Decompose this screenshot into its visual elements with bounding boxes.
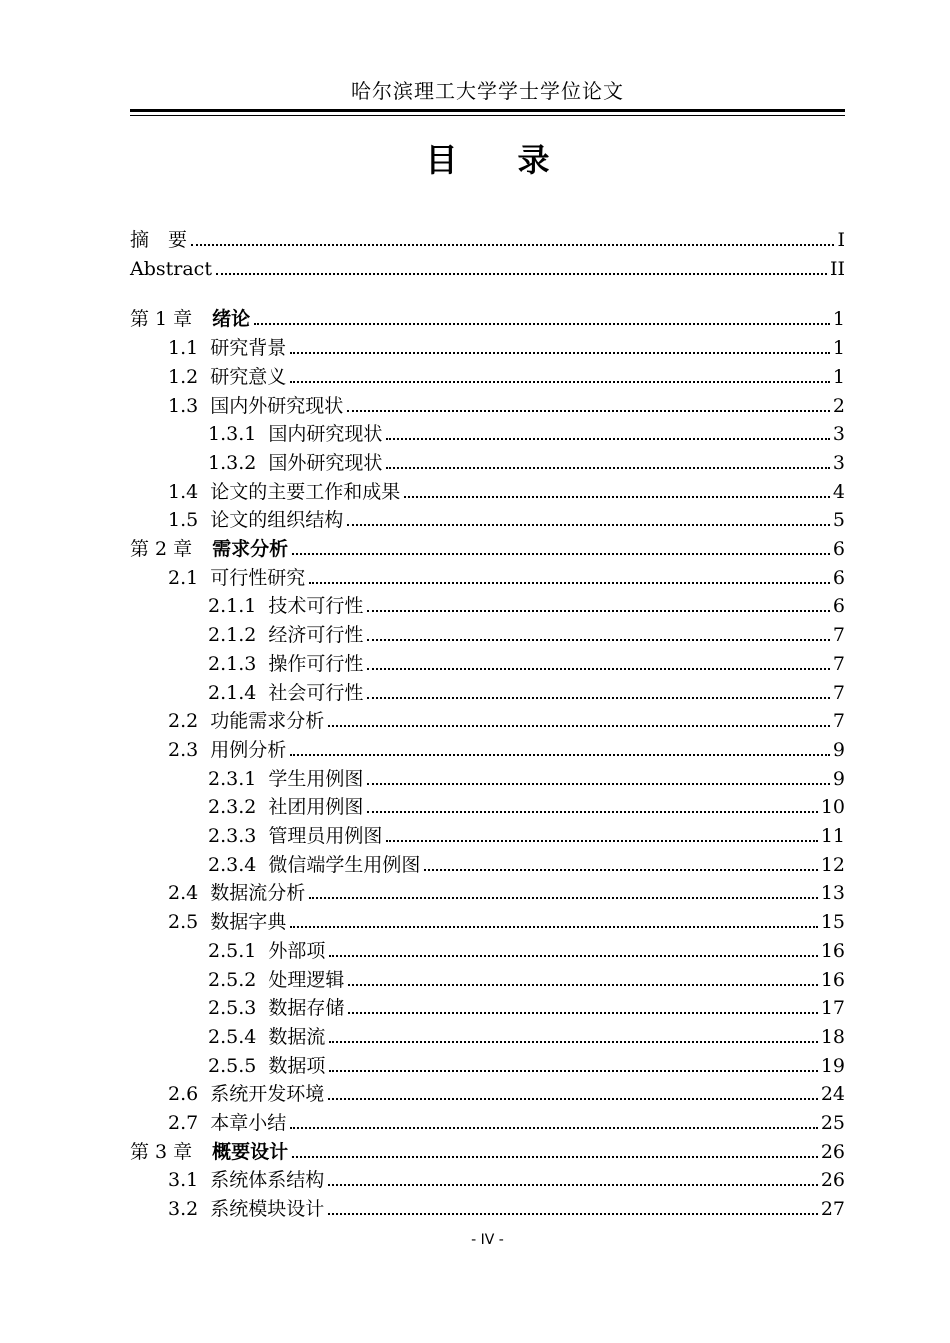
toc-entry[interactable] [130,254,845,282]
toc-entry-page: 26 [820,1140,845,1163]
toc-entry-page: 3 [832,451,845,474]
toc-entry-number: 2.5.4 [208,1025,257,1048]
toc-entry-number: 2.3.4 [208,853,257,876]
toc-entry-page: 12 [820,853,845,876]
toc-entry[interactable] [130,391,845,419]
toc-entry-page: 6 [832,538,845,560]
toc-entry-title: 外部项 [268,939,326,962]
toc-entry-title: 管理员用例图 [268,825,383,847]
toc-entry-page: 7 [832,652,845,675]
toc-entry-title: 社会可行性 [268,681,364,704]
toc-dot-leader [328,1184,818,1186]
toc-entry-title: 数据项 [268,1054,326,1077]
toc-entry-page: 6 [832,566,845,589]
toc-entry-number: 1.3.2 [208,451,257,474]
toc-entry-title: 论文的组织结构 [210,509,344,532]
toc-dot-leader [328,1213,818,1215]
toc-entry-title: 国内外研究现状 [210,394,344,417]
toc-entry-page: 27 [820,1198,845,1221]
toc-entry-title: 研究背景 [210,337,287,360]
toc-dot-leader [292,1156,818,1158]
toc-entry-title: 摘 要 [130,229,188,251]
toc-entry-number: 2.4 [168,882,199,905]
toc-dot-leader [329,955,817,957]
toc-entry-title: 本章小结 [210,1112,287,1134]
footer-page-number: - IV - [471,1232,504,1248]
toc-entry[interactable] [130,1165,845,1193]
toc-entry-page: 7 [832,710,845,733]
toc-entry[interactable] [130,591,845,619]
toc-entry[interactable] [130,878,845,906]
toc-entry[interactable] [130,735,845,763]
toc-entry-title: 数据存储 [268,997,345,1020]
toc-entry-number: 2.3.2 [208,796,257,819]
toc-entry-number: 2.5 [168,911,199,934]
toc-entry-title: 数据流 [268,1025,326,1048]
toc-entry[interactable] [130,965,845,993]
toc-entry-page: 9 [832,767,845,790]
toc-entry[interactable] [130,1022,845,1050]
toc-dot-leader [290,926,818,928]
toc-entry[interactable] [130,304,845,332]
toc-entry-title: 数据字典 [210,911,287,934]
toc-entry[interactable] [130,936,845,964]
toc-entry-page: 7 [832,624,845,647]
toc-entry-title: 需求分析 [212,538,289,560]
toc-entry[interactable] [130,821,845,849]
toc-entry-page: 16 [820,968,845,991]
toc-entry-page: 25 [820,1112,845,1134]
toc-entry-number: 2.6 [168,1083,199,1106]
toc-dot-leader [290,1127,818,1129]
toc-entry[interactable] [130,477,845,505]
toc-entry-page: 2 [832,394,845,417]
toc-entry-page: 11 [820,825,845,847]
toc-entry[interactable] [130,563,845,591]
toc-entry-title: 系统开发环境 [210,1083,325,1106]
toc-dot-leader [290,352,830,354]
toc-entry-number: 2.3.1 [208,767,257,790]
toc-entry[interactable] [130,333,845,361]
toc-entry[interactable] [130,649,845,677]
toc-entry-title: 概要设计 [212,1140,289,1163]
toc-entry-title: 社团用例图 [268,796,364,819]
toc-entry-number: 2.3 [168,738,199,761]
toc-dot-leader [254,323,830,325]
header-rule-thick [130,109,845,112]
toc-dot-leader [386,438,830,440]
toc-entry-number: 1.3 [168,394,199,417]
toc-entry[interactable] [130,505,845,533]
toc-entry-number: 2.1.2 [208,624,257,647]
toc-entry-title: 微信端学生用例图 [268,853,421,876]
toc-entry-page: 6 [832,595,845,618]
toc-entry-page: 19 [820,1054,845,1077]
toc-entry-page: 16 [820,939,845,962]
toc-dot-leader [329,1070,817,1072]
toc-entry-title: 国内研究现状 [268,423,383,446]
toc-entry-number: 1.2 [168,365,199,388]
toc-entry[interactable] [130,419,845,447]
toc-title: 目录 [425,141,610,179]
toc-entry-page: I [837,229,845,251]
toc-entry-number: 2.1 [168,566,199,589]
toc-dot-leader [404,496,830,498]
toc-entry-number: 2.1.1 [208,595,257,618]
toc-entry[interactable] [130,1108,845,1136]
toc-entry[interactable] [130,448,845,476]
toc-entry-page: 7 [832,681,845,704]
toc-entry-number: 1.5 [168,509,199,532]
toc-dot-leader [191,244,834,246]
toc-dot-leader [367,610,830,612]
toc-dot-leader [216,273,827,275]
toc-entry-title: 论文的主要工作和成果 [210,480,401,503]
toc-entry-title: Abstract [130,257,212,280]
toc-entry-number: 2.1.3 [208,652,257,675]
toc-entry-title: 学生用例图 [268,767,364,790]
toc-entry-number: 1.3.1 [208,423,257,446]
toc-entry-page: 4 [832,480,845,503]
toc-entry-title: 操作可行性 [268,652,364,675]
toc-dot-leader [367,668,830,670]
toc-dot-leader [290,381,830,383]
toc-entry-title: 功能需求分析 [210,710,325,733]
toc-entry[interactable] [130,907,845,935]
toc-dot-leader [328,725,830,727]
toc-entry-number: 第 2 章 [130,538,193,560]
toc-dot-leader [348,1012,817,1014]
toc-entry-number: 2.5.3 [208,997,257,1020]
toc-entry-number: 3.2 [168,1198,199,1221]
toc-entry-page: 9 [832,738,845,761]
toc-entry-number: 第 3 章 [130,1140,193,1163]
toc-entry-page: 24 [820,1083,845,1106]
toc-entry[interactable] [130,706,845,734]
toc-dot-leader [309,897,818,899]
toc-dot-leader [309,582,830,584]
toc-entry-title: 用例分析 [210,738,287,761]
toc-entry-title: 研究意义 [210,365,287,388]
toc-entry-number: 2.5.5 [208,1054,257,1077]
toc-entry-title: 经济可行性 [268,624,364,647]
toc-dot-leader [347,524,830,526]
toc-entry-number: 3.1 [168,1169,199,1192]
toc-entry-number: 2.1.4 [208,681,257,704]
toc-entry-number: 2.3.3 [208,825,257,847]
toc-dot-leader [328,1098,818,1100]
toc-dot-leader [348,984,817,986]
toc-entry-title: 系统体系结构 [210,1169,325,1192]
toc-entry[interactable] [130,678,845,706]
toc-entry[interactable] [130,620,845,648]
toc-entry-page: 1 [832,308,845,331]
toc-entry[interactable] [130,225,845,253]
toc-entry-page: 10 [820,796,845,819]
toc-dot-leader [329,1041,817,1043]
toc-entry-title: 处理逻辑 [268,968,345,991]
toc-entry-page: II [829,257,845,280]
toc-dot-leader [386,467,830,469]
toc-entry-number: 2.5.1 [208,939,257,962]
toc-entry-title: 绪论 [212,308,251,331]
toc-entry[interactable] [130,534,845,562]
toc-entry-page: 3 [832,423,845,446]
toc-entry[interactable] [130,993,845,1021]
toc-entry[interactable] [130,764,845,792]
toc-entry-number: 2.2 [168,710,199,733]
toc-dot-leader [290,754,830,756]
toc-entry-page: 17 [820,997,845,1020]
toc-entry[interactable] [130,1051,845,1079]
toc-dot-leader [386,840,817,842]
toc-dot-leader [424,869,817,871]
toc-entry-page: 5 [832,509,845,532]
toc-entry[interactable] [130,1137,845,1165]
toc-entry-title: 国外研究现状 [268,451,383,474]
toc-entry-page: 13 [820,882,845,905]
toc-entry-page: 15 [820,911,845,934]
toc-entry-number: 2.7 [168,1112,199,1134]
toc-entry-title: 可行性研究 [210,566,306,589]
toc-dot-leader [367,639,830,641]
toc-dot-leader [367,783,830,785]
running-header: 哈尔滨理工大学学士学位论文 [351,79,624,103]
toc-entry-page: 18 [820,1025,845,1048]
toc-dot-leader [367,697,830,699]
toc-entry-title: 技术可行性 [268,595,364,618]
toc-entry-page: 1 [832,365,845,388]
toc-dot-leader [367,811,817,813]
toc-entry[interactable] [130,1194,845,1222]
header-rule-thin [130,115,845,116]
toc-entry-number: 2.5.2 [208,968,257,991]
toc-entry-number: 第 1 章 [130,308,193,331]
toc-entry-page: 26 [820,1169,845,1192]
toc-entry-number: 1.1 [168,337,199,360]
toc-dot-leader [347,410,830,412]
toc-entry-number: 1.4 [168,480,199,503]
toc-entry-title: 数据流分析 [210,882,306,905]
toc-dot-leader [292,553,830,555]
toc-entry[interactable] [130,850,845,878]
toc-entry[interactable] [130,1079,845,1107]
toc-entry[interactable] [130,362,845,390]
toc-entry[interactable] [130,792,845,820]
toc-entry-page: 1 [832,337,845,360]
toc-entry-title: 系统模块设计 [210,1198,325,1221]
